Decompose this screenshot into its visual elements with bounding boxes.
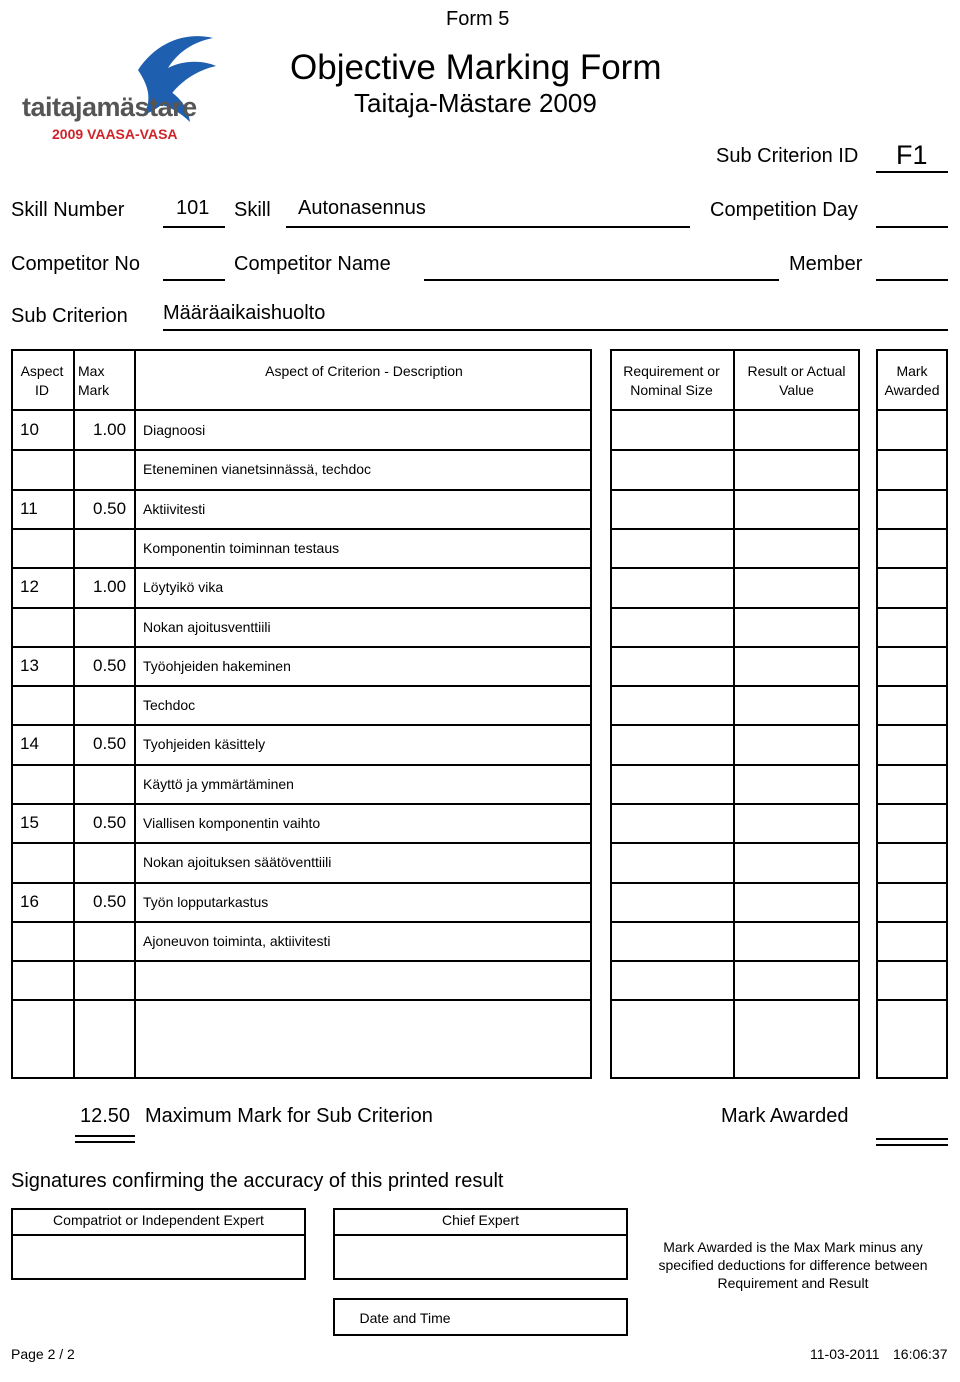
aspect-title-cell: Työn lopputarkastus — [143, 893, 269, 910]
competitor-no-underline — [163, 279, 225, 281]
row-divider — [610, 489, 860, 491]
aspect-detail-cell: Ajoneuvon toiminta, aktiivitesti — [143, 932, 331, 949]
row-divider — [11, 567, 592, 569]
header-mark-awarded: Mark Awarded — [884, 363, 940, 398]
skill-number-value: 101 — [176, 197, 210, 219]
row-divider — [876, 567, 948, 569]
row-divider — [876, 685, 948, 687]
row-divider — [11, 607, 592, 609]
max-mark-cell: 0.50 — [93, 813, 127, 832]
competitor-name-label: Competitor Name — [234, 253, 391, 275]
max-mark-cell: 1.00 — [93, 420, 127, 439]
header-description: Aspect of Criterion - Description — [265, 363, 463, 379]
aspect-id-cell: 13 — [20, 655, 39, 675]
row-divider — [610, 882, 860, 884]
aspect-id-cell: 15 — [20, 813, 39, 832]
col-divider-id — [73, 349, 75, 1079]
skill-label: Skill — [234, 199, 271, 221]
header-row-line-mark — [876, 409, 948, 411]
competition-day-underline — [876, 226, 948, 228]
page-number: Page 2 / 2 — [11, 1346, 75, 1362]
row-divider — [610, 724, 860, 726]
aspect-id-cell: 16 — [20, 891, 39, 911]
row-divider — [11, 999, 592, 1001]
row-divider — [610, 449, 860, 451]
competitor-name-underline — [424, 279, 779, 281]
row-divider — [11, 764, 592, 766]
row-divider — [610, 842, 860, 844]
footer-time: 16:06:37 — [893, 1346, 948, 1362]
sub-criterion-id-underline — [876, 171, 948, 173]
row-divider — [610, 685, 860, 687]
row-divider — [610, 921, 860, 923]
sub-criterion-value: Määräaikaishuolto — [163, 302, 326, 324]
max-total-value: 12.50 — [80, 1105, 131, 1127]
col-divider-max — [134, 349, 136, 1079]
row-divider — [610, 960, 860, 962]
chief-divider — [333, 1234, 628, 1236]
footer-date: 11-03-2011 — [810, 1346, 880, 1362]
row-divider — [876, 646, 948, 648]
row-divider — [876, 999, 948, 1001]
mark-awarded-total-label: Mark Awarded — [721, 1105, 849, 1127]
row-divider — [11, 960, 592, 962]
row-divider — [610, 528, 860, 530]
row-divider — [610, 607, 860, 609]
header-result: Result or Actual Value — [747, 363, 846, 398]
aspect-title-cell: Löytyikö vika — [143, 579, 224, 596]
competition-day-label: Competition Day — [710, 199, 858, 221]
chief-label: Chief Expert — [441, 1212, 520, 1228]
compatriot-divider — [11, 1234, 306, 1236]
aspect-title-cell: Diagnoosi — [143, 422, 206, 438]
aspect-detail-cell: Techdoc — [143, 697, 196, 714]
row-divider — [876, 607, 948, 609]
row-divider — [876, 528, 948, 530]
aspect-title-cell: Työohjeiden hakeminen — [143, 657, 291, 674]
marking-table-mark-awarded — [876, 349, 948, 1079]
aspect-title-cell: Tyohjeiden käsittely — [143, 736, 266, 753]
member-underline — [876, 279, 948, 281]
marking-table-left — [11, 349, 592, 1079]
row-divider — [876, 921, 948, 923]
max-mark-cell: 0.50 — [93, 655, 127, 675]
row-divider — [876, 489, 948, 491]
max-total-label: Maximum Mark for Sub Criterion — [145, 1105, 433, 1127]
marking-table-requirement — [610, 349, 735, 1079]
aspect-detail-cell: Käyttö ja ymmärtäminen — [143, 775, 294, 792]
header-requirement: Requirement or Nominal Size — [623, 363, 720, 398]
row-divider — [11, 646, 592, 648]
aspect-detail-cell: Eteneminen vianetsinnässä, techdoc — [143, 461, 372, 478]
max-mark-cell: 1.00 — [93, 577, 127, 597]
max-total-underline-2 — [75, 1141, 135, 1143]
header-row-line-right — [610, 409, 860, 411]
form-label: Form 5 — [446, 8, 510, 30]
row-divider — [11, 882, 592, 884]
date-time-label: Date and Time — [359, 1310, 451, 1326]
row-divider — [11, 724, 592, 726]
compatriot-label: Compatriot or Independent Expert — [53, 1212, 264, 1228]
aspect-detail-cell: Nokan ajoitusventtiili — [143, 618, 271, 635]
aspect-id-cell: 12 — [20, 577, 39, 597]
aspect-detail-cell: Nokan ajoituksen säätöventtiili — [143, 854, 332, 871]
row-divider — [610, 567, 860, 569]
aspect-detail-cell: Komponentin toiminnan testaus — [143, 539, 340, 556]
row-divider — [876, 842, 948, 844]
row-divider — [876, 960, 948, 962]
skill-number-underline — [163, 226, 225, 228]
row-divider — [610, 646, 860, 648]
logo-text: taitajamästare — [22, 92, 197, 122]
row-divider — [11, 803, 592, 805]
sub-criterion-label: Sub Criterion — [11, 305, 128, 327]
row-divider — [11, 449, 592, 451]
awarded-total-underline-2 — [876, 1144, 948, 1146]
skill-value: Autonasennus — [298, 197, 426, 219]
mark-awarded-note: Mark Awarded is the Max Mark minus any specified deductions for difference between Requirement and Result — [658, 1239, 928, 1291]
row-divider — [876, 724, 948, 726]
sub-criterion-id-label: Sub Criterion ID — [716, 145, 859, 167]
row-divider — [876, 764, 948, 766]
max-mark-cell: 0.50 — [93, 498, 127, 518]
aspect-id-cell: 14 — [20, 734, 39, 754]
awarded-total-underline-1 — [876, 1138, 948, 1140]
row-divider — [876, 803, 948, 805]
page-subtitle: Taitaja-Mästare 2009 — [354, 88, 597, 118]
marking-table-result — [733, 349, 860, 1079]
row-divider — [610, 764, 860, 766]
header-max-mark: Max Mark — [78, 363, 110, 398]
skill-underline — [286, 226, 690, 228]
row-divider — [876, 449, 948, 451]
max-mark-cell: 0.50 — [93, 734, 127, 754]
row-divider — [11, 489, 592, 491]
header-row-line-left — [11, 409, 592, 411]
row-divider — [610, 999, 860, 1001]
sub-criterion-underline — [163, 329, 948, 331]
row-divider — [11, 685, 592, 687]
header-aspect-id: Aspect ID — [20, 363, 64, 398]
row-divider — [11, 842, 592, 844]
aspect-title-cell: Aktiivitesti — [143, 500, 206, 517]
aspect-id-cell: 11 — [20, 498, 38, 518]
sub-criterion-id-value: F1 — [896, 140, 928, 170]
competitor-no-label: Competitor No — [11, 253, 140, 275]
max-total-underline-1 — [75, 1135, 135, 1137]
row-divider — [11, 528, 592, 530]
page-title: Objective Marking Form — [290, 48, 662, 87]
aspect-id-cell: 10 — [20, 420, 39, 439]
max-mark-cell: 0.50 — [93, 891, 127, 911]
row-divider — [876, 882, 948, 884]
signatures-heading: Signatures confirming the accuracy of this printed result — [11, 1170, 504, 1192]
row-divider — [610, 803, 860, 805]
row-divider — [11, 921, 592, 923]
member-label: Member — [789, 253, 863, 275]
logo-subtext: 2009 VAASA-VASA — [52, 126, 178, 142]
skill-number-label: Skill Number — [11, 199, 125, 221]
aspect-title-cell: Viallisen komponentin vaihto — [143, 815, 321, 831]
